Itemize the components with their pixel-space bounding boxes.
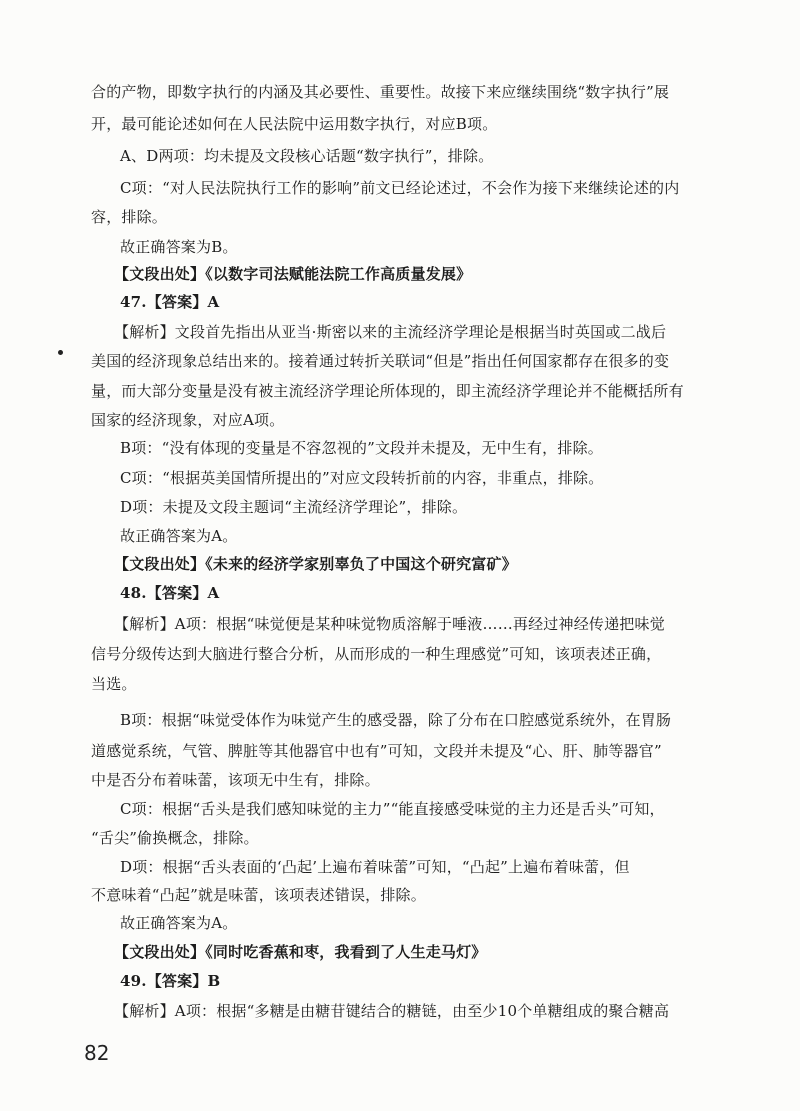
text-line: D项：未提及文段主题词“主流经济学理论”，排除。: [120, 498, 468, 516]
page-number: 82: [84, 1041, 110, 1065]
analysis-line: 【解析】A项：根据“味觉便是某种味觉物质溶解于唾液……再经过神经传递把味觉: [114, 615, 665, 633]
text-line: 信号分级传达到大脑进行整合分析，从而形成的一种生理感觉”可知，该项表述正确，: [91, 645, 662, 663]
text-line: C项：“根据英美国情所提出的”对应文段转折前的内容，非重点，排除。: [120, 469, 604, 487]
text-line: 容，排除。: [91, 208, 168, 226]
text-line: B项：“没有体现的变量是不容忽视的”文段并未提及，无中生有，排除。: [120, 439, 603, 457]
analysis-line: 【解析】A项：根据“多糖是由糖苷键结合的糖链，由至少10个单糖组成的聚合糖高: [114, 1002, 670, 1020]
text-line: 故正确答案为B。: [120, 238, 238, 256]
text-line: 不意味着“凸起”就是味蕾，该项表述错误，排除。: [91, 886, 426, 904]
text-line: 开，最可能论述如何在人民法院中运用数字执行，对应B项。: [91, 115, 498, 133]
analysis-line: 【解析】文段首先指出从亚当·斯密以来的主流经济学理论是根据当时英国或二战后: [114, 323, 667, 341]
answer-heading: 49.【答案】B: [120, 972, 221, 990]
text-line: 国家的经济现象，对应A项。: [91, 411, 285, 429]
margin-dot: [58, 350, 63, 355]
answer-heading: 47.【答案】A: [120, 293, 220, 311]
text-line: A、D两项：均未提及文段核心话题“数字执行”，排除。: [120, 147, 494, 165]
text-line: D项：根据“舌头表面的‘凸起’上遍布着味蕾”可知，“凸起”上遍布着味蕾，但: [120, 858, 630, 876]
source-line: 【文段出处】《未来的经济学家别辜负了中国这个研究富矿》: [114, 555, 517, 573]
text-line: 当选。: [91, 675, 137, 693]
source-line: 【文段出处】《以数字司法赋能法院工作高质量发展》: [114, 265, 472, 283]
text-line: “舌尖”偷换概念，排除。: [91, 829, 259, 847]
text-line: 量，而大部分变量是没有被主流经济学理论所体现的，即主流经济学理论并不能概括所有: [91, 382, 684, 400]
text-line: 故正确答案为A。: [120, 527, 238, 545]
text-line: 中是否分布着味蕾，该项无中生有，排除。: [91, 771, 380, 789]
text-line: 故正确答案为A。: [120, 914, 238, 932]
source-line: 【文段出处】《同时吃香蕉和枣，我看到了人生走马灯》: [114, 943, 487, 961]
text-line: C项：“对人民法院执行工作的影响”前文已经论述过，不会作为接下来继续论述的内: [120, 179, 680, 197]
answer-heading: 48.【答案】A: [120, 584, 220, 602]
text-line: 美国的经济现象总结出来的。接着通过转折关联词“但是”指出任何国家都存在很多的变: [91, 352, 670, 370]
text-line: 合的产物，即数字执行的内涵及其必要性、重要性。故接下来应继续围绕“数字执行”展: [91, 83, 670, 101]
text-line: 道感觉系统，气管、脾脏等其他器官中也有”可知，文段并未提及“心、肝、肺等器官”: [91, 742, 662, 760]
text-line: C项：根据“舌头是我们感知味觉的主力”“能直接感受味觉的主力还是舌头”可知，: [120, 800, 665, 818]
text-line: B项：根据“味觉受体作为味觉产生的感受器，除了分布在口腔感觉系统外，在胃肠: [120, 711, 672, 729]
